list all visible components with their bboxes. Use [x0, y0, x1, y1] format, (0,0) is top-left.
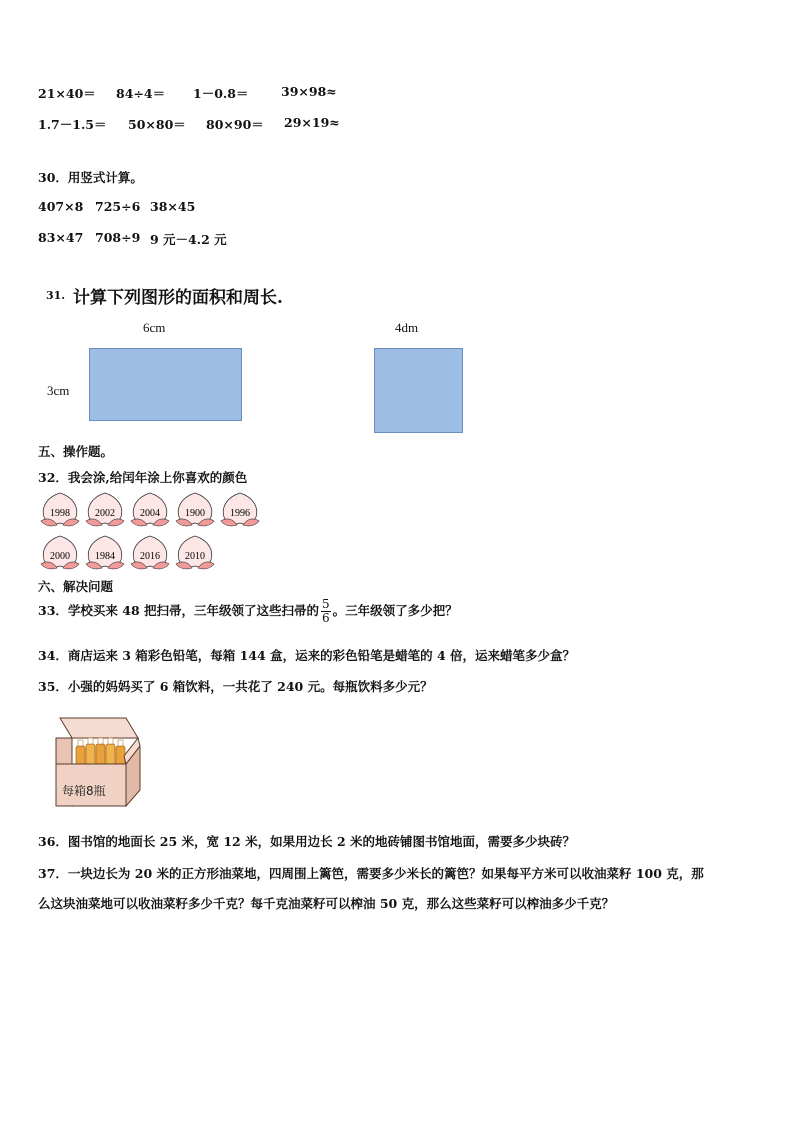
peach-icon[interactable]: [127, 491, 173, 529]
section-6-title: 六、解决问题: [38, 579, 114, 594]
box-label: 每箱8瓶: [62, 784, 106, 798]
square-side-label: 4dm: [395, 320, 419, 335]
peach-year: 2002: [95, 508, 115, 519]
fraction-numerator: 5: [322, 597, 330, 611]
peach-icon[interactable]: [217, 491, 263, 529]
peach-year: 1998: [50, 508, 70, 519]
question-36: 36．图书馆的地面长 25 米，宽 12 米，如果用边长 2 米的地砖铺图书馆地面，需要多少块砖？: [38, 834, 575, 849]
peach-icon[interactable]: [82, 534, 128, 572]
rectangle-height-label: 3cm: [47, 383, 70, 398]
question-33-text-end: 。三年级领了多少把？: [332, 603, 458, 618]
question-32-title: 32．我会涂,给闰年涂上你喜欢的颜色: [38, 470, 248, 485]
mental-math-item: 50×80＝: [128, 117, 186, 132]
calc-item: 708÷9: [95, 230, 141, 245]
question-37-line-2: 么这块油菜地可以收油菜籽多少千克？每千克油菜籽可以榨油 50 克，那么这些菜籽可以榨油多少千克？: [38, 896, 615, 911]
question-33: [38, 598, 458, 625]
peach-icon[interactable]: [172, 491, 218, 529]
calc-item: 407×8: [38, 199, 84, 214]
mental-math-item: 80×90＝: [206, 117, 264, 132]
question-31-number: 31.: [46, 289, 66, 302]
peach-icon[interactable]: [82, 491, 128, 529]
question-31-title: 计算下列图形的面积和周长.: [73, 288, 283, 308]
calc-item: 725÷6: [95, 199, 141, 214]
calc-item: 83×47: [38, 230, 84, 245]
peach-icon[interactable]: [127, 534, 173, 572]
mental-math-item: 29×19≈: [284, 115, 340, 130]
peach-icon[interactable]: [37, 491, 83, 529]
peach-year: 1996: [230, 508, 250, 519]
calc-item: 9 元－4.2 元: [150, 232, 227, 247]
question-37-line-1: 37．一块边长为 20 米的正方形油菜地，四周围上篱笆，需要多少米长的篱笆？如果每平方米可以收油菜籽 100 克，那: [38, 866, 704, 881]
peach-year: 2016: [140, 551, 160, 562]
mental-math-item: 1－0.8＝: [193, 86, 249, 101]
fraction: [321, 598, 331, 625]
rectangle-shape: [89, 348, 242, 421]
peach-year: 2004: [140, 508, 160, 519]
fraction-denominator: 6: [322, 611, 330, 625]
section-5-title: 五、操作题。: [38, 444, 114, 459]
peach-year: 2000: [50, 551, 70, 562]
question-30-title: 30．用竖式计算。: [38, 170, 143, 185]
rectangle-width-label: 6cm: [143, 320, 166, 335]
question-35: 35．小强的妈妈买了 6 箱饮料，一共花了 240 元。每瓶饮料多少元？: [38, 679, 433, 694]
mental-math-item: 84÷4＝: [116, 86, 166, 101]
mental-math-item: 1.7－1.5＝: [38, 117, 107, 132]
question-33-text: 33．学校买来 48 把扫帚，三年级领了这些扫帚的: [38, 603, 319, 618]
mental-math-item: 39×98≈: [281, 84, 337, 99]
calc-item: 38×45: [150, 199, 196, 214]
peach-year: 1984: [95, 551, 115, 562]
peach-icon[interactable]: [37, 534, 83, 572]
peach-year: 1900: [185, 508, 205, 519]
question-34: 34．商店运来 3 箱彩色铅笔，每箱 144 盒，运来的彩色铅笔是蜡笔的 4 倍，运来蜡笔多少盒？: [38, 648, 575, 663]
peach-year: 2010: [185, 551, 205, 562]
square-shape: [374, 348, 463, 433]
mental-math-item: 21×40＝: [38, 86, 96, 101]
peach-icon[interactable]: [172, 534, 218, 572]
